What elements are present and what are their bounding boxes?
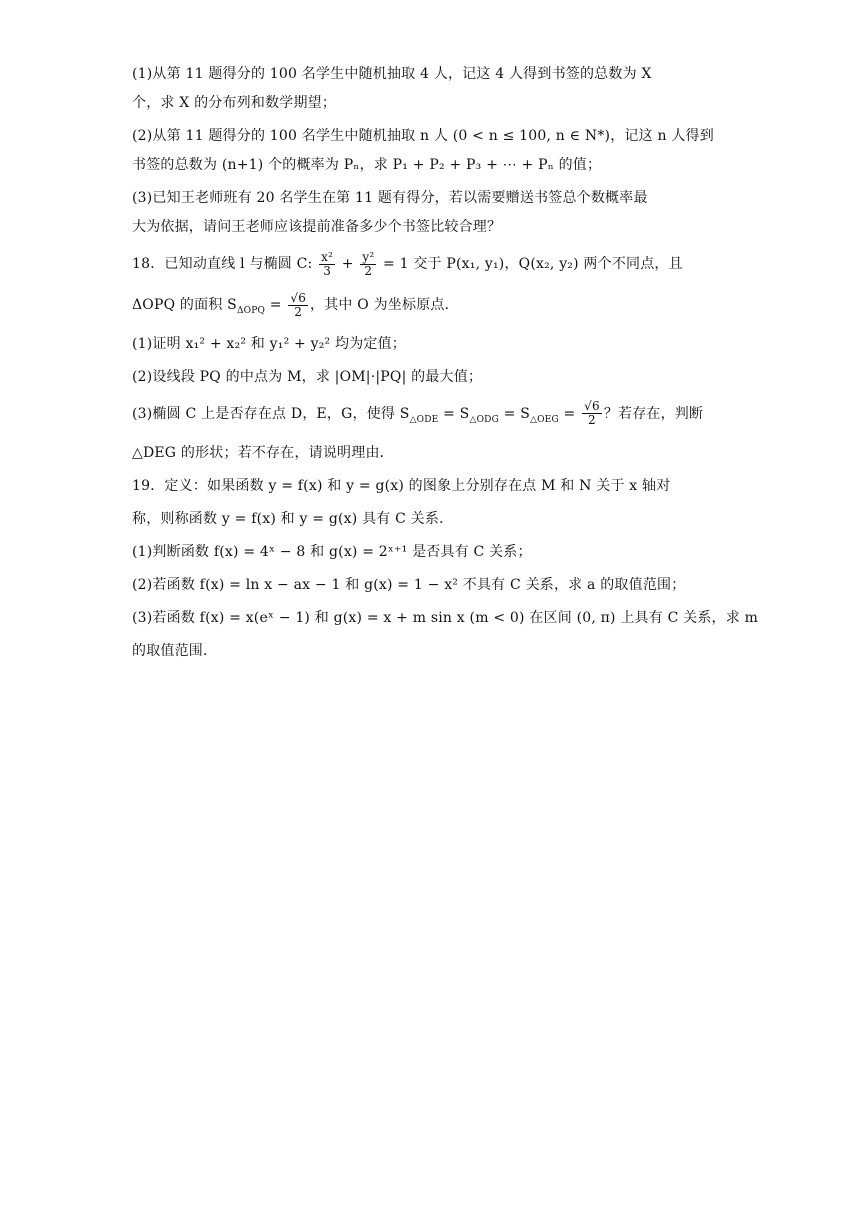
equals-sign: = bbox=[558, 405, 581, 422]
q18-part3-line2: △DEG 的形状；若不存在，请说明理由． bbox=[132, 444, 394, 461]
question-18 bbox=[132, 250, 730, 463]
fraction-numerator: √6 bbox=[584, 399, 600, 414]
q18-stem-text-b: = 1 交于 P(x₁, y₁)，Q(x₂, y₂) 两个不同点，且 bbox=[378, 256, 683, 272]
q18-part3-line1 bbox=[132, 400, 730, 434]
q18-stem-line2 bbox=[132, 291, 730, 325]
q18-area-text: ΔOPQ 的面积 S bbox=[132, 297, 237, 313]
ellipse-y-fraction bbox=[360, 251, 376, 278]
q17-part3-line2: 大为依据，请问王老师应该提前准备多少个书签比较合理？ bbox=[132, 219, 502, 235]
q17-part1-line2: 个，求 X 的分布列和数学期望； bbox=[132, 95, 337, 111]
fraction-denominator: 2 bbox=[294, 304, 303, 319]
question-17 bbox=[132, 64, 730, 237]
q19-part3-line1: (3)若函数 f(x) = x(eˣ − 1) 和 g(x) = x + m sin x (m < 0) 在区间 (0, π) 上具有 C 关系，求 m bbox=[132, 609, 759, 626]
q17-part2-line2: 书签的总数为 (n+1) 个的概率为 Pₙ，求 P₁ + P₂ + P₃ + ⋯ + Pₙ 的值； bbox=[132, 157, 602, 173]
q19-part2: (2)若函数 f(x) = ln x − ax − 1 和 g(x) = 1 − x² 不具有 C 关系，求 a 的取值范围； bbox=[132, 576, 686, 593]
fraction-denominator: 3 bbox=[323, 263, 332, 278]
q18-part2: (2)设线段 PQ 的中点为 M，求 |OM|·|PQ| 的最大值； bbox=[132, 368, 483, 385]
area-fraction bbox=[288, 292, 308, 319]
q19-stem-line1: 19．定义：如果函数 y = f(x) 和 y = g(x) 的图象上分别存在点 M 和 N 关于 x 轴对 bbox=[132, 477, 671, 494]
question-19 bbox=[132, 476, 759, 661]
document-page bbox=[132, 64, 759, 661]
q18-part3-text-a: (3)椭圆 C 上是否存在点 D，E，G，使得 S bbox=[132, 405, 410, 422]
area-subscript: △ODE bbox=[409, 414, 439, 425]
fraction-numerator: y² bbox=[362, 249, 375, 264]
area-fraction bbox=[582, 400, 602, 427]
equals-sign: = bbox=[265, 297, 287, 313]
fraction-numerator: x² bbox=[321, 249, 334, 264]
area-subscript: △OEG bbox=[530, 414, 559, 425]
q17-part1-line1: (1)从第 11 题得分的 100 名学生中随机抽取 4 人，记这 4 人得到书签的总数为 X bbox=[132, 66, 652, 82]
plus-sign: + bbox=[337, 256, 359, 272]
q18-part3-text-b: ？若存在，判断 bbox=[603, 405, 704, 422]
fraction-denominator: 2 bbox=[588, 413, 596, 428]
ellipse-x-fraction bbox=[319, 251, 335, 278]
fraction-numerator: √6 bbox=[290, 290, 307, 305]
q18-stem-text-a: 18．已知动直线 l 与椭圆 C: bbox=[132, 256, 318, 272]
q18-stem-text-c: ，其中 O 为坐标原点． bbox=[310, 297, 459, 313]
q19-stem-line2: 称，则称函数 y = f(x) 和 y = g(x) 具有 C 关系． bbox=[132, 510, 454, 527]
q18-part1: (1)证明 x₁² + x₂² 和 y₁² + y₂² 均为定值； bbox=[132, 335, 407, 352]
area-subscript: ΔOPQ bbox=[236, 305, 266, 316]
q17-part2-line1: (2)从第 11 题得分的 100 名学生中随机抽取 n 人 (0 < n ≤ 100, n ∈ N*)，记这 n 人得到 bbox=[132, 128, 714, 144]
area-subscript: △ODG bbox=[469, 414, 499, 425]
q17-part3-line1: (3)已知王老师班有 20 名学生在第 11 题有得分，若以需要赠送书签总个数概率最 bbox=[132, 190, 648, 206]
q19-part3-line2: 的取值范围． bbox=[132, 642, 218, 659]
q18-stem-line1 bbox=[132, 250, 730, 278]
fraction-denominator: 2 bbox=[364, 263, 373, 278]
equals-s: = S bbox=[438, 405, 470, 422]
q19-part1: (1)判断函数 f(x) = 4ˣ − 8 和 g(x) = 2ˣ⁺¹ 是否具有 C 关系； bbox=[132, 543, 532, 560]
equals-s: = S bbox=[499, 405, 531, 422]
